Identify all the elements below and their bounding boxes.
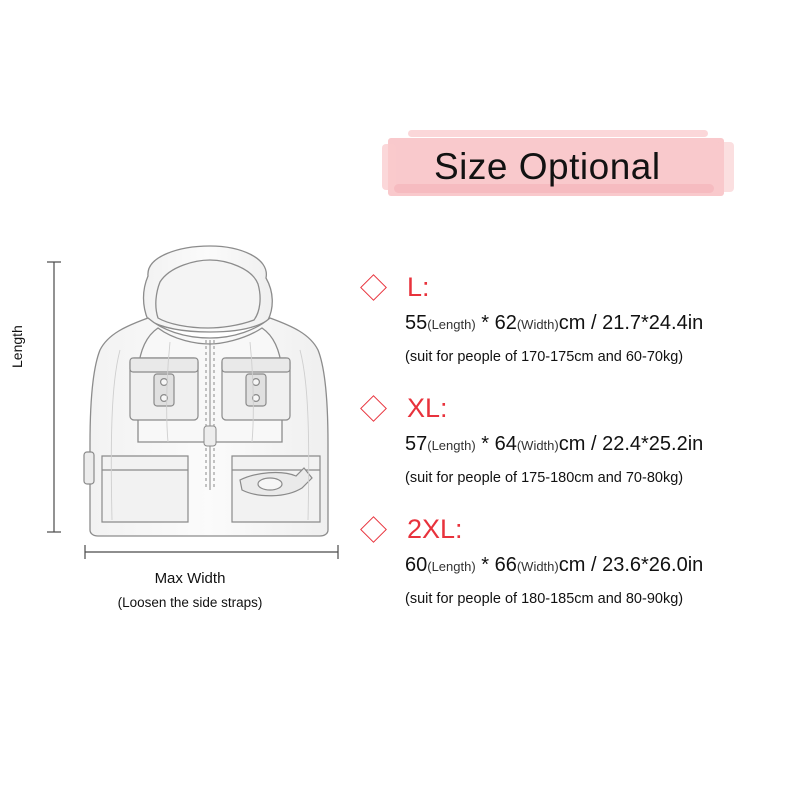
diamond-bullet-icon	[360, 395, 387, 422]
size-note: (suit for people of 175-180cm and 70-80kg)	[405, 470, 684, 486]
size-item-xl	[360, 391, 780, 486]
size-header	[360, 391, 780, 425]
size-header	[360, 512, 780, 546]
size-note: (suit for people of 170-175cm and 60-70kg)	[405, 349, 684, 365]
length-measure-bracket	[47, 262, 61, 532]
size-slash: /	[590, 312, 597, 334]
size-dimensions	[405, 552, 780, 580]
size-length-tag: (Length)	[427, 438, 476, 453]
size-label: L:	[407, 272, 430, 302]
size-length-value: 57	[405, 433, 428, 455]
length-label: Length	[9, 325, 25, 368]
size-label: 2XL:	[407, 514, 463, 544]
page-title-banner	[388, 128, 738, 206]
page-title: Size Optional	[434, 146, 661, 187]
size-length-tag: (Length)	[427, 559, 476, 574]
width-measure-bracket	[85, 545, 338, 559]
size-width-value: 66	[494, 554, 517, 576]
size-item-l	[360, 270, 780, 365]
size-width-tag: (Width)	[516, 559, 559, 574]
left-chest-pocket	[130, 358, 198, 420]
size-slash: /	[590, 554, 597, 576]
size-unit: cm	[558, 554, 586, 576]
size-length-value: 60	[405, 554, 428, 576]
size-unit: cm	[558, 312, 586, 334]
size-header	[360, 270, 780, 304]
size-list	[360, 270, 780, 633]
size-unit: cm	[558, 433, 586, 455]
diamond-bullet-icon	[360, 516, 387, 543]
size-dimensions	[405, 431, 780, 459]
lower-left-pocket	[102, 456, 188, 522]
size-inches: 21.7*24.4in	[602, 312, 704, 334]
size-dimensions	[405, 310, 780, 338]
size-width-tag: (Width)	[516, 438, 559, 453]
title-brush-top-accent	[408, 130, 708, 137]
size-inches: 23.6*26.0in	[602, 554, 704, 576]
diamond-bullet-icon	[360, 274, 387, 301]
size-note: (suit for people of 180-185cm and 80-90kg)	[405, 591, 684, 607]
size-width-value: 64	[494, 433, 517, 455]
size-width-tag: (Width)	[516, 317, 559, 332]
size-separator: *	[481, 433, 490, 455]
right-chest-pocket	[222, 358, 290, 420]
size-length-tag: (Length)	[427, 317, 476, 332]
size-width-value: 62	[494, 312, 517, 334]
max-width-sub-label: (Loosen the side straps)	[117, 595, 263, 610]
size-separator: *	[481, 312, 490, 334]
max-width-label: Max Width	[154, 570, 226, 587]
width-caption	[30, 570, 350, 610]
size-label: XL:	[407, 393, 448, 423]
size-separator: *	[481, 554, 490, 576]
size-slash: /	[590, 433, 597, 455]
side-strap	[84, 452, 94, 484]
size-item-2xl	[360, 512, 780, 607]
size-length-value: 55	[405, 312, 428, 334]
size-inches: 22.4*25.2in	[602, 433, 704, 455]
